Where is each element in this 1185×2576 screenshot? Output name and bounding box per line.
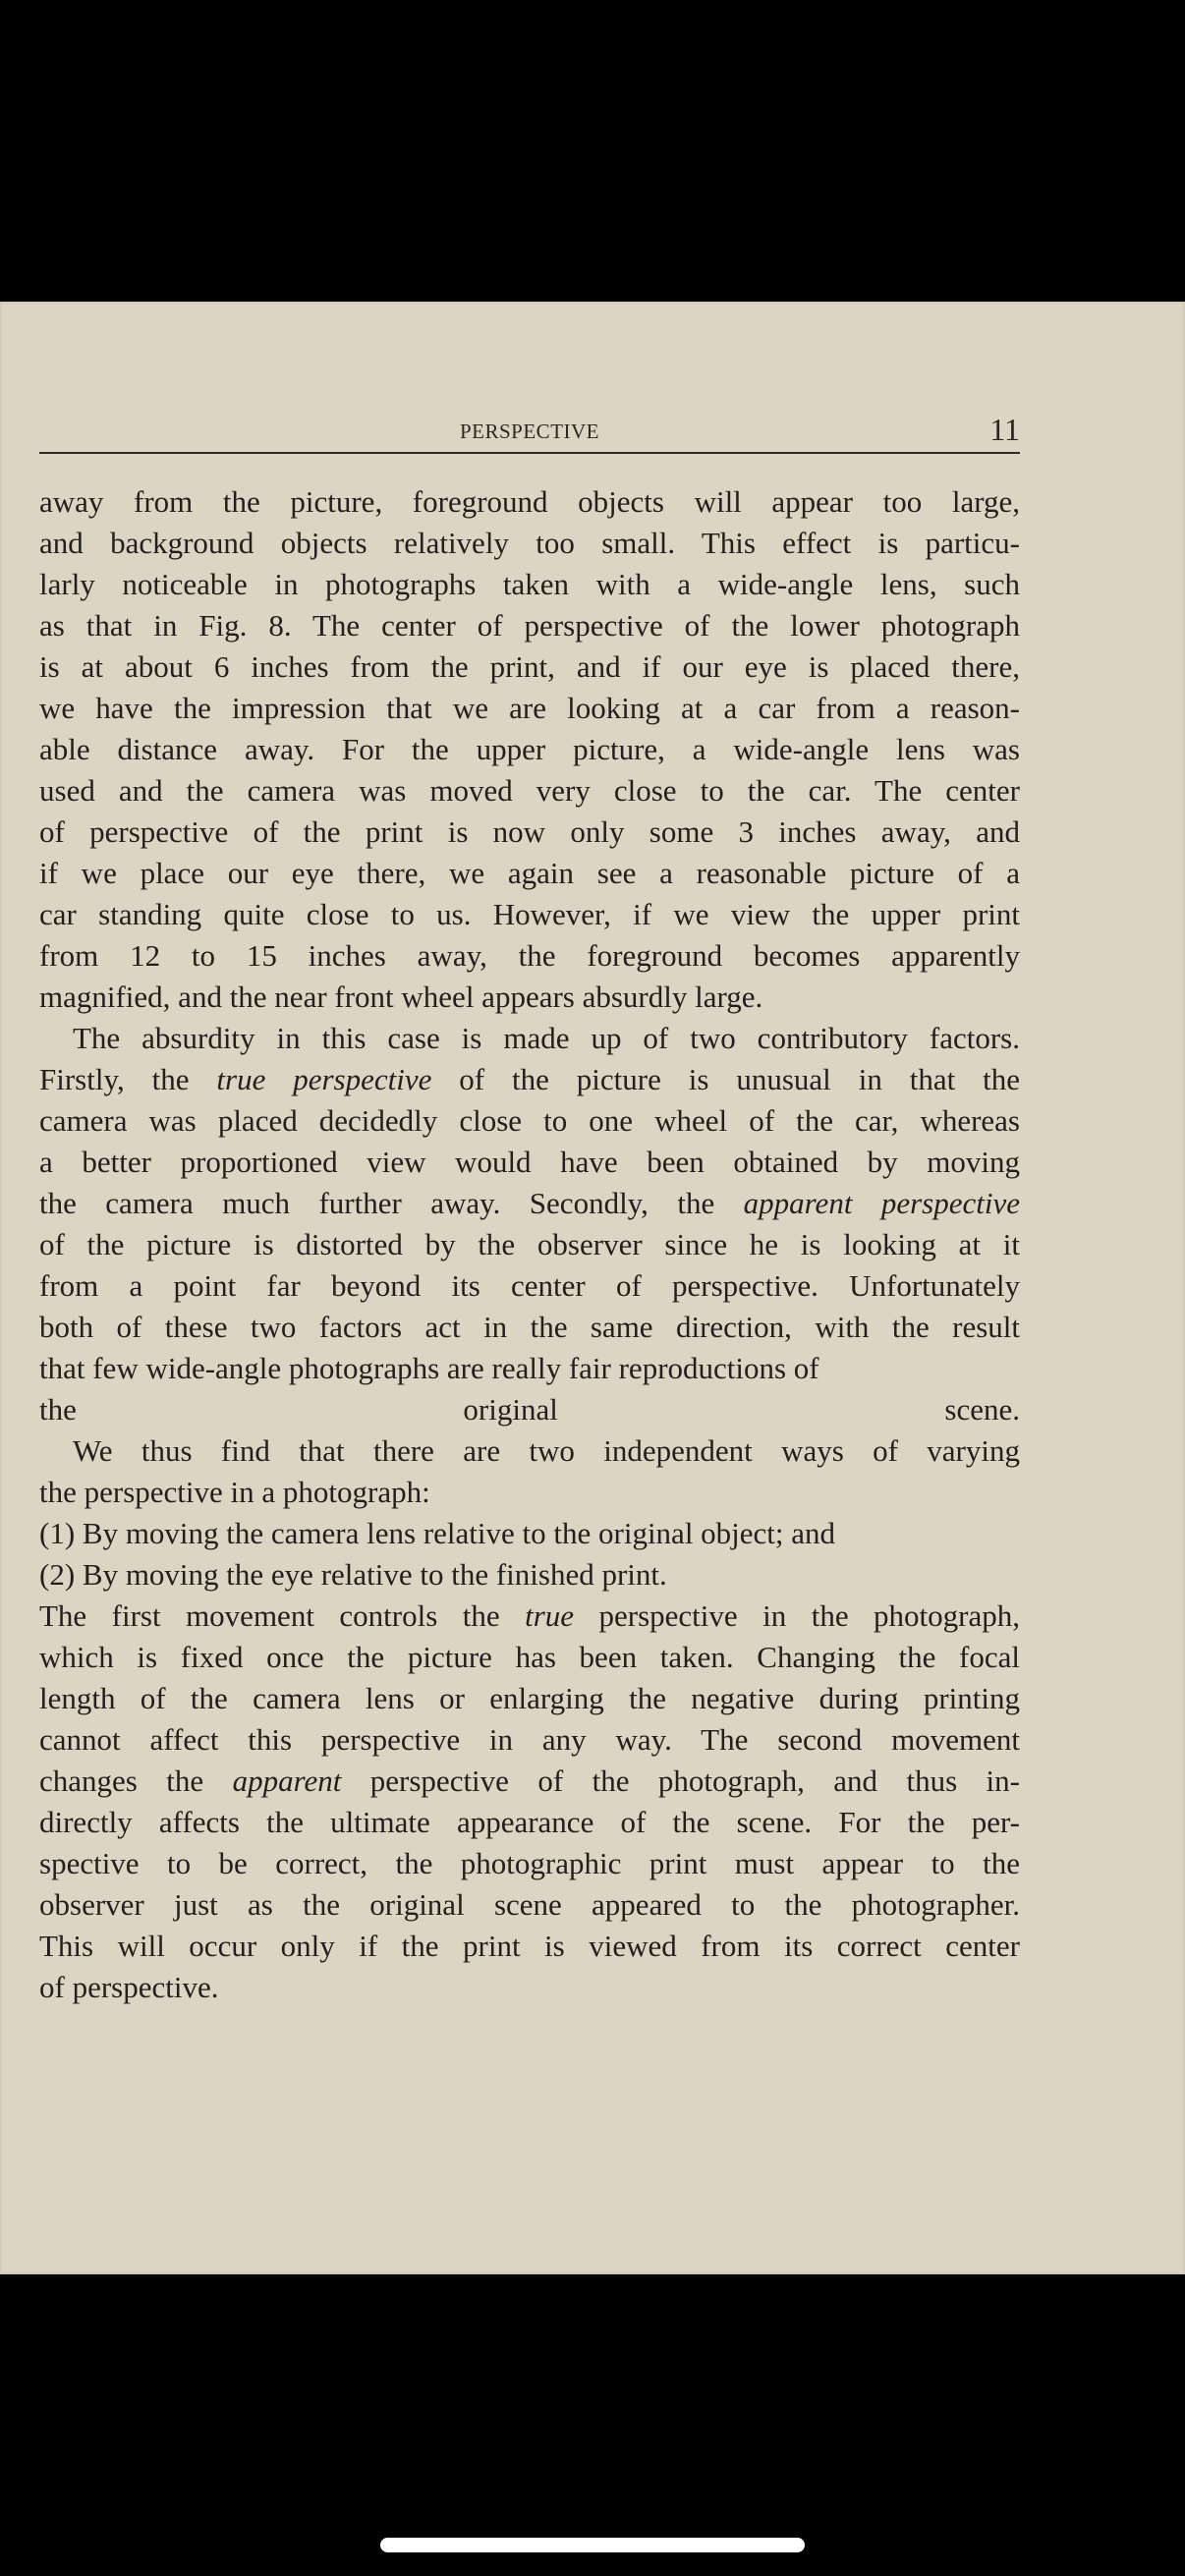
text-line	[39, 1018, 1020, 1059]
italic-term: apparent perspective	[743, 1186, 1020, 1220]
text-line	[39, 935, 1020, 977]
text-line	[39, 1719, 1020, 1761]
text-run: a better proportioned view would have been obtained by moving	[39, 1145, 1020, 1179]
italic-term: true perspective	[216, 1062, 432, 1096]
text-line	[39, 1472, 1020, 1513]
text-run: both of these two factors act in the same direction, with the result	[39, 1310, 1020, 1344]
text-run: The absurdity in this case is made up of two contributory factors.	[73, 1021, 1020, 1055]
text-run: of the picture is distorted by the observer since he is looking at it	[39, 1227, 1020, 1261]
text-run: the original scene.	[39, 1392, 1020, 1427]
text-line	[39, 481, 1020, 523]
text-run: This will occur only if the print is viewed from its correct center	[39, 1929, 1020, 1963]
text-run: and background objects relatively too small. This effect is particu-	[39, 526, 1020, 560]
text-line	[39, 1926, 1020, 1967]
text-run: spective to be correct, the photographic print must appear to the	[39, 1846, 1020, 1880]
home-indicator[interactable]	[380, 2538, 805, 2552]
text-run: from a point far beyond its center of perspective. Unfortunately	[39, 1268, 1020, 1303]
text-run: cannot affect this perspective in any way. The second movement	[39, 1722, 1020, 1757]
text-run: changes the	[39, 1764, 233, 1798]
text-line	[39, 1348, 1020, 1389]
page-number: 11	[989, 412, 1020, 447]
text-run: the perspective in a photograph:	[39, 1475, 430, 1509]
text-run: able distance away. For the upper picture, a wide-angle lens was	[39, 732, 1020, 766]
text-run: car standing quite close to us. However, if we view the upper print	[39, 897, 1020, 931]
paragraph	[39, 1018, 1020, 1430]
text-line	[39, 564, 1020, 605]
text-run: of the picture is unusual in that the	[431, 1062, 1020, 1096]
text-line	[39, 688, 1020, 729]
text-run: observer just as the original scene appeared to the photographer.	[39, 1887, 1020, 1922]
body-text	[39, 481, 1020, 2008]
text-run: (2) By moving the eye relative to the finished print.	[39, 1557, 667, 1592]
text-line	[39, 1513, 1020, 1554]
italic-term: true	[525, 1598, 575, 1633]
text-line	[39, 605, 1020, 646]
text-line	[39, 1142, 1020, 1183]
text-line	[39, 1596, 1020, 1637]
text-line	[39, 770, 1020, 812]
text-run: Firstly, the	[39, 1062, 217, 1096]
text-run: We thus find that there are two independent ways of varying	[73, 1433, 1020, 1468]
text-run: is at about 6 inches from the print, and if our eye is placed there,	[39, 649, 1020, 684]
text-run: the camera much further away. Secondly, the	[39, 1186, 744, 1220]
text-line	[39, 1884, 1020, 1926]
text-run: that few wide-angle photographs are really fair reproductions of	[39, 1351, 819, 1385]
text-run: of perspective of the print is now only some 3 inches away, and	[39, 814, 1020, 849]
paragraph	[39, 481, 1020, 1018]
paragraph	[39, 1430, 1020, 2008]
text-line	[39, 1802, 1020, 1843]
text-line	[39, 1967, 1020, 2008]
text-line	[39, 1637, 1020, 1678]
header-rule	[39, 452, 1020, 454]
text-line	[39, 812, 1020, 853]
text-run: used and the camera was moved very close to the car. The center	[39, 773, 1020, 808]
text-line	[39, 646, 1020, 688]
text-run: (1) By moving the camera lens relative to the original object; and	[39, 1516, 836, 1550]
text-run: from 12 to 15 inches away, the foreground becomes apparently	[39, 938, 1020, 973]
text-line	[39, 1843, 1020, 1884]
text-run: camera was placed decidedly close to one wheel of the car, whereas	[39, 1103, 1020, 1138]
text-line	[39, 977, 1020, 1018]
text-line	[39, 1389, 1020, 1430]
text-line	[39, 853, 1020, 894]
text-run: of perspective.	[39, 1970, 219, 2004]
text-line	[39, 729, 1020, 770]
text-line	[39, 1430, 1020, 1472]
text-line	[39, 523, 1020, 564]
text-run: as that in Fig. 8. The center of perspective of the lower photograph	[39, 608, 1020, 643]
text-run: directly affects the ultimate appearance of the scene. For the per-	[39, 1805, 1020, 1839]
text-line	[39, 1100, 1020, 1142]
italic-term: apparent	[232, 1764, 342, 1798]
chapter-title: PERSPECTIVE	[459, 420, 600, 443]
text-run: if we place our eye there, we again see a reasonable picture of a	[39, 856, 1020, 890]
text-run: length of the camera lens or enlarging the negative during printing	[39, 1681, 1020, 1715]
book-page	[0, 302, 1185, 2274]
text-line	[39, 894, 1020, 935]
text-run: we have the impression that we are looking at a car from a reason-	[39, 691, 1020, 725]
text-run: which is fixed once the picture has been taken. Changing the focal	[39, 1640, 1020, 1674]
text-line	[39, 1224, 1020, 1265]
text-line	[39, 1265, 1020, 1307]
text-line	[39, 1307, 1020, 1348]
text-line	[39, 1183, 1020, 1224]
text-run: magnified, and the near front wheel appears absurdly large.	[39, 980, 763, 1014]
text-line	[39, 1678, 1020, 1719]
running-head	[39, 408, 1020, 447]
text-run: perspective in the photograph,	[574, 1598, 1020, 1633]
text-line	[39, 1059, 1020, 1100]
text-line	[39, 1554, 1020, 1596]
text-run: away from the picture, foreground objects will appear too large,	[39, 484, 1020, 519]
text-line	[39, 1761, 1020, 1802]
text-run: larly noticeable in photographs taken with a wide-angle lens, such	[39, 567, 1020, 601]
text-run: The first movement controls the	[39, 1598, 526, 1633]
text-run: perspective of the photograph, and thus in-	[341, 1764, 1020, 1798]
